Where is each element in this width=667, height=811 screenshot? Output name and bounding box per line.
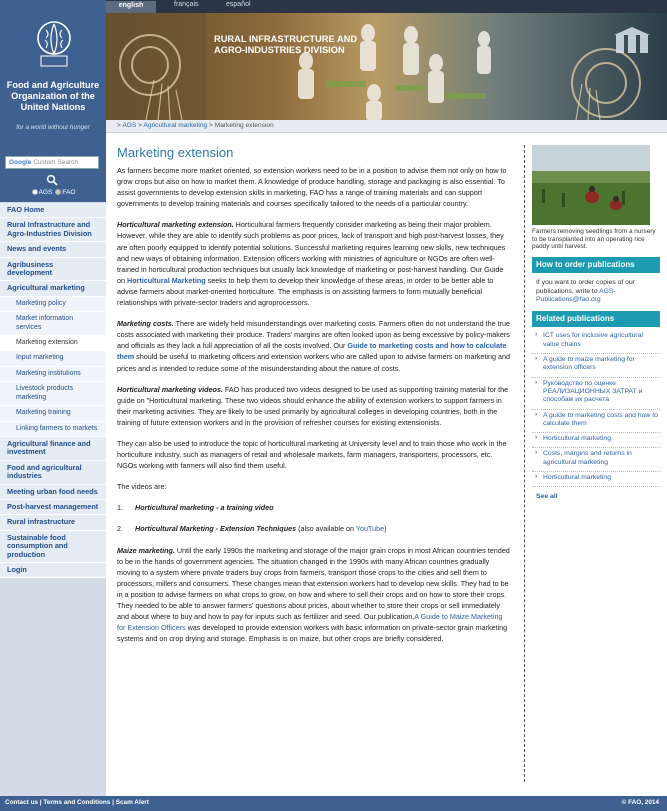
video-title: Horticultural Marketing - Extension Techniques (135, 524, 297, 534)
breadcrumb-sep: > (136, 122, 144, 129)
video-note-end: ) (384, 524, 387, 534)
photo-caption: Farmers removing seedlings from a nursery to be transplanted into an operating rice paddy until harvest. (532, 228, 656, 251)
sidebar-item[interactable]: Marketing training (0, 406, 106, 421)
videos-usage-paragraph: They can also be used to introduce the topic of horticultural marketing at University level and to train those who work in the horticulture industry, such as managers of retail and wholesale markets, farm managers, transporters, processors, etc. NGOs working with farmers will also find them useful. (117, 438, 507, 471)
sidebar-item[interactable]: Login (0, 563, 106, 578)
list-number: 1. (117, 503, 123, 513)
google-label: Google (9, 159, 32, 166)
sidebar-item[interactable]: Rural infrastructure (0, 515, 106, 530)
footer-sep: | (110, 799, 116, 806)
scope-label-fao: FAO (62, 189, 76, 196)
search-icon[interactable] (46, 174, 58, 186)
footer-sep: | (38, 799, 44, 806)
sidebar-item[interactable]: Rural Infrastructure and Agro-Industries Division (0, 218, 106, 242)
terms-link[interactable]: Terms and Conditions (43, 799, 111, 806)
youtube-link[interactable]: YouTube (355, 524, 385, 534)
sidebar-item[interactable]: News and events (0, 242, 106, 257)
related-publication-link[interactable]: › Horticultural marketing (532, 472, 660, 487)
footer (0, 796, 667, 811)
sidebar-item[interactable]: Post-harvest management (0, 500, 106, 515)
list-item (117, 502, 510, 513)
order-publications-heading: How to order publications (532, 257, 660, 273)
breadcrumb-ags[interactable]: AGS (122, 122, 137, 129)
right-column (532, 145, 660, 502)
paragraph-lead: Horticultural marketing videos. (117, 384, 223, 394)
related-publication-link[interactable]: › A guide to maize marketing for extension officers (532, 354, 660, 378)
marketing-costs-paragraph (117, 318, 510, 373)
paragraph-lead: Marketing costs. (117, 319, 174, 329)
sidebar-item[interactable]: Marketing extension (0, 336, 106, 351)
order-text: If you want to order copies of our publications, write to (536, 279, 635, 295)
column-divider (524, 145, 525, 782)
sidebar-item[interactable]: Agricultural finance and investment (0, 437, 106, 461)
maize-guide-link[interactable]: A Guide to Maize Marketing for Extension Officers (117, 612, 503, 633)
intro-paragraph: As farmers become more market oriented, so extension workers need to be in a position to advise them not only on how to grow crops but also on how to market them. A knowledge of produce handling, storage and packaging is also essential. To assist governments to develop extension skills in marketing, FAO has a range of training materials and can support governments to develop training materials and courses specifically tailored to the needs of a particular country. (117, 166, 507, 209)
related-publication-link[interactable]: › Horticultural marketing (532, 433, 660, 448)
related-publications-list (532, 327, 660, 487)
org-tagline: for a world without hunger (16, 124, 90, 131)
copyright: © FAO, 2014 (621, 799, 659, 806)
scope-radio-fao[interactable] (55, 189, 61, 195)
sidebar-item[interactable]: Agricultural marketing (0, 281, 106, 296)
related-publication-link[interactable]: › Руководство по оценке РЕАЛИЗАЦИОННЫХ ЗАТРАТ и способам их расчета (532, 378, 660, 410)
sidebar-item[interactable]: Agribusiness development (0, 258, 106, 282)
paragraph-text: Until the early 1990s the marketing and storage of the major grain crops in most African countries tended to be in the hands of government agencies. The situation changed in the 1990s with many African countries gradually moving to a system where private traders buy crops from farmers, transport those crops to the cities and sell them to processors, millers and consumers. These changes mean that extension workers had to develop new skills. They had to be in a position to advise farmers on what crops to grow, on how and where to sell their crops and on how to store their crops. They needed to be able to answer farmers' questions about prices, about whether to store their crops or sell immediately and about where to buy and how to pay for inputs such as fertilizer and seed. Our publication, (117, 545, 510, 622)
language-bar (106, 0, 667, 13)
breadcrumb-current: Marketing extension (214, 122, 274, 129)
fao-emblem-icon (36, 20, 72, 68)
paragraph-text: Horticultural farmers frequently consider marketing as being their major problem. However, while they are able to identify such problems as poor prices, lack of transport and high post-harvest losses, they are often poorly equipped to identify potential solutions. Successful marketing requires learning new skills, new techniques and new ways of obtaining information. Extension officers working with ministries of agriculture or NGOs are often well-trained in horticultural production techniques but usually lack knowledge of marketing or post-harvest handling. Our Guide on (117, 220, 506, 285)
related-publications-heading: Related publications (532, 311, 660, 327)
related-publication-link[interactable]: › Costs, margins and returns in agricultural marketing (532, 448, 660, 472)
rice-paddy-image (532, 145, 650, 225)
sidebar-item[interactable]: Input marketing (0, 351, 106, 366)
scope-radio-ags[interactable] (32, 189, 38, 195)
search-placeholder: Custom Search (33, 159, 78, 166)
scope-label-ags: AGS (38, 189, 53, 196)
paragraph-text: was developed to provide extension workers with basic information on private-sector grain marketing systems and on crop drying and storage. Emphasis is on maize, but other crops are briefly considered. (117, 623, 508, 644)
search-input[interactable] (5, 156, 99, 169)
paragraph-lead: Maize marketing. (117, 545, 175, 555)
paragraph-lead: Horticultural marketing extension. (117, 220, 234, 230)
list-number: 2. (117, 524, 123, 534)
org-name: Food and Agriculture Organization of the United Nations (6, 80, 100, 112)
sidebar-item[interactable]: Food and agricultural industries (0, 461, 106, 485)
video-note: (also available on (296, 524, 356, 534)
video-list (117, 502, 510, 534)
fao-logo-block[interactable] (0, 0, 106, 147)
publications-email-link[interactable]: AGS-Publications@fao.org (536, 287, 616, 304)
banner-title-line1: RURAL INFRASTRUCTURE AND (214, 34, 358, 44)
sidebar-item[interactable]: Linking farmers to markets (0, 422, 106, 437)
see-all-link[interactable]: See all (536, 493, 558, 501)
scam-alert-link[interactable]: Scam Alert (115, 799, 149, 806)
main-content (117, 145, 510, 654)
sidebar-item[interactable]: FAO Home (0, 203, 106, 218)
list-item (117, 523, 510, 534)
paragraph-text: There are widely held misunderstandings over marketing costs. Farmers often do not understand the true costs associated with marketing their produce. Traders' margins are often looked upon as being excessive by policy-makers and officials as they lack a full appreciation of all the costs involved. Our (117, 319, 510, 351)
banner-photo-collage (106, 13, 667, 120)
sidebar-item[interactable]: Meeting urban food needs (0, 485, 106, 500)
marketing-costs-guide-link[interactable]: Guide to marketing costs and how to calculate them (117, 341, 507, 362)
paragraph-text: seeks to help them to develop their knowledge of these areas, in order to be better able to advise farmers about market-oriented horticulture. The emphasis is on assisting farmers to form mutually beneficial relationships with private-sector traders and agroprocessors. (117, 275, 494, 308)
breadcrumb (106, 120, 667, 133)
video-title: Horticultural marketing - a training video (135, 503, 274, 513)
sidebar-item[interactable]: Sustainable food consumption and production (0, 531, 106, 563)
lang-francais[interactable]: français (174, 1, 199, 8)
rice-paddy-photo (532, 145, 650, 225)
lang-english[interactable]: english (106, 1, 156, 13)
horticultural-extension-paragraph (117, 219, 510, 308)
videos-intro: The videos are: (117, 482, 167, 492)
sidebar-item[interactable]: Livestock products marketing (0, 382, 106, 406)
sidebar-item[interactable]: Marketing institutions (0, 367, 106, 382)
horticultural-marketing-link[interactable]: Horticultural Marketing (127, 275, 206, 285)
breadcrumb-agricultural-marketing[interactable]: Agricultural marketing (143, 122, 208, 129)
related-publication-link[interactable]: › A guide to marketing costs and how to calculate them (532, 410, 660, 434)
related-publication-link[interactable]: › ICT uses for inclusive agricultural value chains (532, 330, 660, 354)
breadcrumb-sep: > (207, 122, 215, 129)
marketing-videos-paragraph (117, 384, 510, 428)
banner-title-line2: AGRO-INDUSTRIES DIVISION (214, 45, 345, 55)
banner-title (214, 34, 357, 56)
division-banner (106, 13, 667, 120)
search-scope (0, 189, 106, 196)
sidebar-item[interactable]: Market information services (0, 312, 106, 336)
sidebar-item[interactable]: Marketing policy (0, 297, 106, 312)
page-title: Marketing extension (117, 145, 234, 160)
left-nav (0, 203, 106, 578)
breadcrumb-sep: > (117, 122, 123, 129)
maize-marketing-paragraph (117, 545, 510, 645)
contact-us-link[interactable]: Contact us (5, 799, 39, 806)
order-publications-text (532, 273, 660, 311)
paragraph-text: should be useful to marketing officers and extension workers who are called upon to advise farmers on marketing and prices and is intended to reduce some of the misunderstanding about the nature of costs. (117, 352, 511, 373)
search-block (0, 147, 106, 202)
paragraph-text: FAO has produced two videos designed to be used as supporting training material for the guide on "Horticultural marketing. These two videos should enhance the ability of extension workers to support farmers in their marketing activities. They are likely to be used primarily by agricultural colleges in developing countries, both in the training of future extension workers and in the provision of refresher courses for existing extensionists. (117, 384, 509, 427)
left-sidebar (0, 0, 106, 796)
lang-espanol[interactable]: español (226, 1, 251, 8)
